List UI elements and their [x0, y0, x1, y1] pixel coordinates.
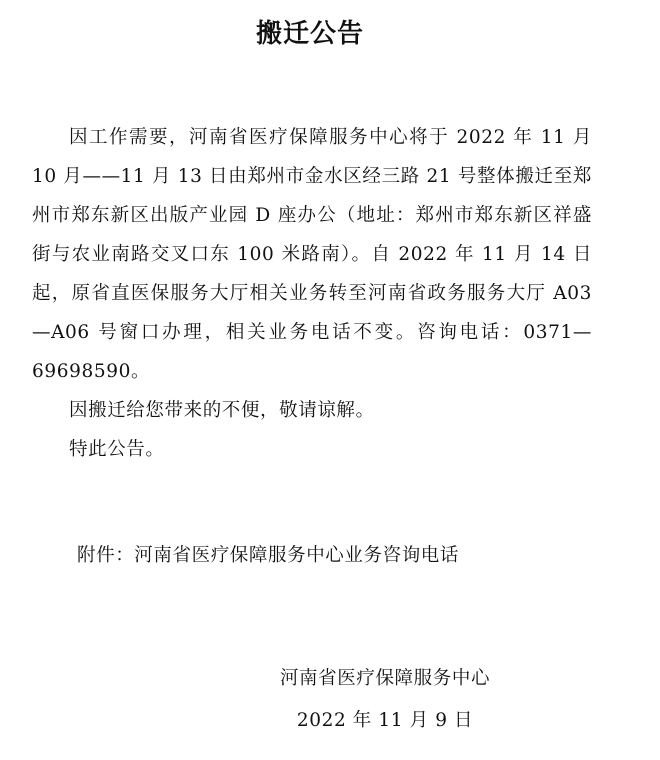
signature-date: 2022 年 11 月 9 日 [296, 710, 474, 731]
paragraph-apology: 因搬迁给您带来的不便，敬请谅解。 [69, 400, 375, 421]
signature-organization: 河南省医疗保障服务中心 [279, 668, 491, 689]
paragraph-closing: 特此公告。 [69, 439, 165, 460]
attachment-line: 附件：河南省医疗保障服务中心业务咨询电话 [77, 545, 460, 566]
document-title: 搬迁公告 [255, 19, 364, 49]
document-body [32, 118, 592, 469]
paragraph-main: 因工作需要，河南省医疗保障服务中心将于 2022 年 11 月 10 月——11 月 13 日由郑州市金水区经三路 21 号整体搬迁至郑州市郑东新区出版产业园 D 座办公（地址：郑州市郑东新区祥盛街与农业南路交叉口东 100 米路南）。自 2022 年 11 月 14 日起，原省直医保服务大厅相关业务转至河南省政务服务大厅 A03—A06 号窗口办理，相关业务电话不变。咨询电话：0371—69698590。 [32, 127, 592, 382]
